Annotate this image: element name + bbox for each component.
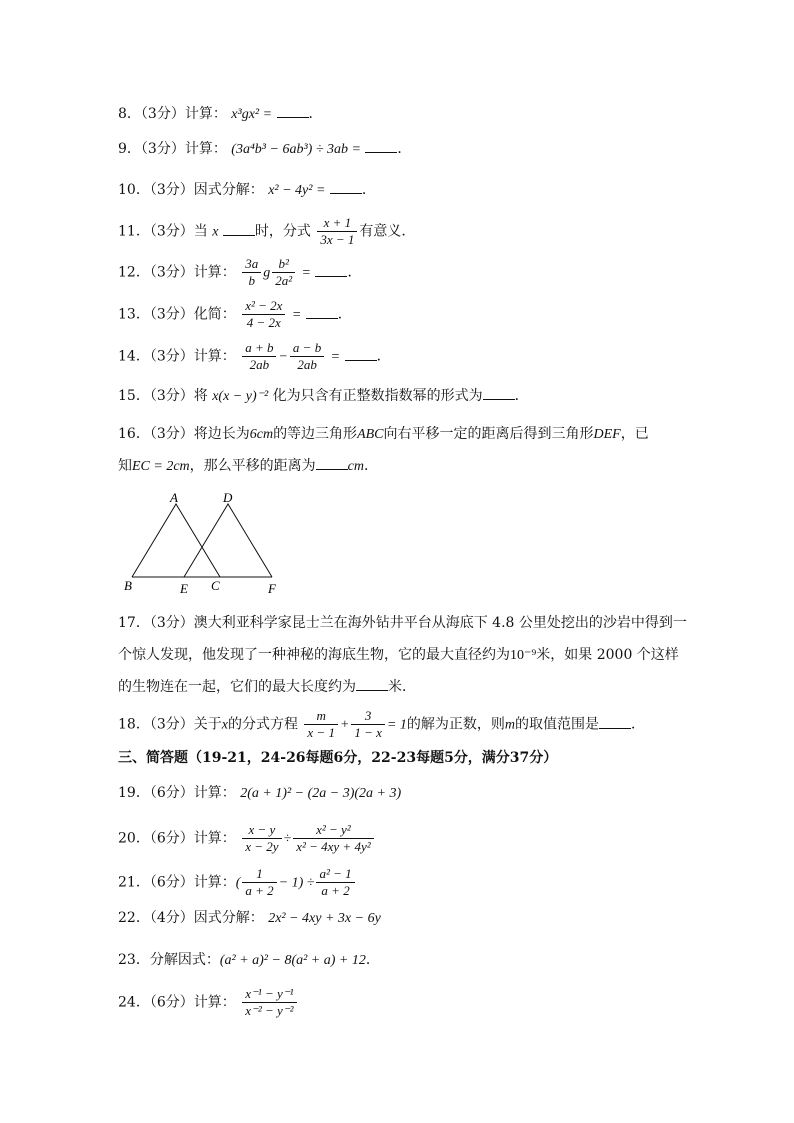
label-d: D bbox=[223, 490, 233, 505]
operator: ÷ bbox=[283, 831, 292, 847]
question-19-label: 19．（6分）计算： bbox=[118, 785, 236, 801]
question-8-expression: x³gx² = bbox=[231, 107, 273, 122]
text: 的分式方程 bbox=[227, 716, 298, 733]
fraction bbox=[351, 708, 385, 741]
answer-blank[interactable] bbox=[356, 678, 388, 691]
text: ，那么平移的距离为 bbox=[189, 458, 316, 474]
text: ，已 bbox=[620, 426, 649, 442]
label-b: B bbox=[124, 578, 132, 593]
denominator: a + 2 bbox=[245, 883, 274, 898]
period: ． bbox=[364, 458, 378, 474]
length: 6cm bbox=[249, 427, 274, 442]
question-19-expression: 2(a + 1)² − (2a − 3)(2a + 3) bbox=[240, 786, 402, 801]
triangle-translation-figure bbox=[118, 486, 288, 598]
question-14 bbox=[118, 340, 391, 373]
ec-length: EC = 2cm bbox=[132, 459, 190, 474]
triangle-abc: ABC bbox=[357, 427, 384, 442]
answer-blank[interactable] bbox=[483, 387, 515, 400]
question-8-label: 8．（3分）计算： bbox=[118, 106, 227, 122]
denominator: 2ab bbox=[249, 357, 270, 372]
denominator: 1 − x bbox=[354, 725, 382, 740]
answer-blank[interactable] bbox=[306, 306, 338, 319]
answer-blank[interactable] bbox=[345, 348, 377, 361]
text: 知 bbox=[118, 458, 132, 474]
question-10-label: 10．（3分）因式分解： bbox=[118, 182, 264, 198]
question-16-line-1 bbox=[118, 424, 649, 445]
period: ． bbox=[514, 388, 529, 404]
period: ． bbox=[347, 264, 362, 281]
question-10 bbox=[118, 180, 376, 201]
denominator: a + 2 bbox=[321, 883, 350, 898]
variable-m: m bbox=[504, 717, 516, 733]
numerator: x² − y² bbox=[293, 822, 373, 839]
question-20-label: 20．（6分）计算： bbox=[118, 830, 236, 847]
numerator: a² − 1 bbox=[316, 866, 354, 883]
paren: ( bbox=[235, 875, 241, 891]
numerator: x + 1 bbox=[317, 215, 357, 232]
question-22-expression: 2x² − 4xy + 3x − 6y bbox=[268, 911, 381, 926]
numerator: m bbox=[304, 708, 338, 725]
period: ． bbox=[397, 141, 412, 157]
fraction bbox=[304, 708, 338, 741]
question-21 bbox=[118, 866, 357, 899]
question-15 bbox=[118, 386, 529, 407]
period: ． bbox=[337, 306, 352, 323]
label-f: F bbox=[268, 581, 276, 596]
denominator: b bbox=[248, 273, 255, 288]
question-11-label: 11．（3分）当 bbox=[118, 223, 208, 240]
numerator: x² − 2x bbox=[242, 298, 285, 315]
period: ． bbox=[376, 348, 391, 365]
operator: − 1) ÷ bbox=[278, 875, 315, 891]
question-12 bbox=[118, 256, 361, 289]
text: 个惊人发现，他发现了一种神秘的海底生物，它的最大直径约为 bbox=[118, 647, 510, 663]
question-21-label: 21．（6分）计算： bbox=[118, 874, 236, 891]
denominator: 3x − 1 bbox=[320, 232, 355, 247]
question-17-label: 17．（3分）澳大利亚科学家昆士兰在海外钻井平台从海底下 4.8 公里处挖出的沙岩中得到一 bbox=[118, 615, 687, 631]
numerator: a − b bbox=[290, 340, 324, 357]
denominator: x − 2y bbox=[245, 839, 279, 854]
section-3-heading: 三、简答题（19-21，24-26每题6分，22-23每题5分，满分37分） bbox=[118, 750, 558, 766]
period: ． bbox=[631, 716, 646, 733]
fraction bbox=[242, 298, 285, 331]
answer-blank[interactable] bbox=[277, 105, 309, 118]
question-11 bbox=[118, 215, 415, 248]
question-8 bbox=[118, 104, 323, 125]
equals: = bbox=[291, 307, 302, 323]
question-23 bbox=[118, 950, 380, 971]
question-13-label: 13．（3分）化简： bbox=[118, 306, 236, 323]
question-9-expression: (3a⁴b³ − 6ab³) ÷ 3ab = bbox=[231, 142, 361, 157]
equals: = 1 bbox=[386, 717, 407, 733]
question-17-line-2 bbox=[118, 645, 679, 666]
text: 向右平移一定的距离后得到三角形 bbox=[383, 426, 594, 442]
text: 时，分式 bbox=[254, 223, 311, 240]
unit: cm bbox=[347, 459, 364, 474]
question-20 bbox=[118, 822, 376, 855]
question-16-line-2 bbox=[118, 456, 378, 477]
text: 的等边三角形 bbox=[273, 426, 358, 442]
label-c: C bbox=[211, 578, 220, 593]
question-22-label: 22．（4分）因式分解： bbox=[118, 910, 264, 926]
fraction bbox=[242, 256, 261, 289]
fraction bbox=[242, 866, 276, 899]
answer-blank[interactable] bbox=[365, 140, 397, 153]
period: ． bbox=[365, 952, 380, 968]
denominator: x − 1 bbox=[307, 725, 335, 740]
operator: + bbox=[339, 717, 350, 733]
answer-blank[interactable] bbox=[316, 457, 348, 470]
operator: g bbox=[263, 265, 271, 281]
fraction bbox=[293, 822, 373, 855]
variable: x bbox=[212, 224, 219, 240]
denominator: x⁻² − y⁻² bbox=[245, 1003, 294, 1018]
question-16-label: 16．（3分）将边长为 bbox=[118, 426, 250, 442]
period: ． bbox=[361, 182, 376, 198]
denominator: 2ab bbox=[297, 357, 317, 372]
fraction bbox=[242, 986, 296, 1019]
equals: = bbox=[301, 265, 311, 281]
question-24 bbox=[118, 986, 299, 1019]
question-22 bbox=[118, 908, 381, 929]
answer-blank[interactable] bbox=[599, 716, 631, 729]
operator: − bbox=[278, 349, 288, 365]
question-19 bbox=[118, 783, 401, 804]
question-10-expression: x² − 4y² = bbox=[268, 183, 326, 198]
numerator: x⁻¹ − y⁻¹ bbox=[242, 986, 296, 1003]
fraction bbox=[242, 822, 281, 855]
text: 米． bbox=[388, 679, 416, 695]
triangle-def: DEF bbox=[593, 427, 621, 442]
fraction bbox=[290, 340, 324, 373]
text: 的解为正数，则 bbox=[406, 716, 505, 733]
fraction bbox=[316, 866, 354, 899]
variable: x bbox=[221, 717, 228, 733]
question-15-expression: x(x − y)⁻² bbox=[212, 389, 269, 404]
question-14-label: 14．（3分）计算： bbox=[118, 348, 236, 365]
label-e: E bbox=[180, 581, 188, 596]
question-9-label: 9．（3分）计算： bbox=[118, 141, 227, 157]
question-17-line-3 bbox=[118, 677, 416, 697]
text: 的生物连在一起，它们的最大长度约为 bbox=[118, 679, 356, 695]
question-13 bbox=[118, 298, 352, 331]
question-15-label: 15．（3分）将 bbox=[118, 388, 208, 404]
numerator: x − y bbox=[242, 822, 281, 839]
numerator: b² bbox=[272, 256, 295, 273]
equals: = bbox=[330, 349, 341, 365]
text: 的取值范围是 bbox=[515, 716, 600, 733]
text: 化为只含有正整数指数幂的形式为 bbox=[272, 388, 483, 404]
question-18-label: 18．（3分）关于 bbox=[118, 716, 222, 733]
text: 有意义． bbox=[359, 223, 416, 240]
power-of-ten: 10⁻⁹ bbox=[510, 648, 537, 663]
question-24-label: 24．（6分）计算： bbox=[118, 994, 236, 1011]
question-23-expression: (a² + a)² − 8(a² + a) + 12 bbox=[219, 953, 366, 968]
numerator: 3 bbox=[351, 708, 385, 725]
numerator: 1 bbox=[242, 866, 276, 883]
label-a: A bbox=[170, 490, 178, 505]
question-9 bbox=[118, 139, 411, 160]
question-17-line-1 bbox=[118, 613, 687, 633]
denominator: 4 − 2x bbox=[246, 315, 281, 330]
triangle-def-shape bbox=[184, 504, 272, 577]
fraction bbox=[317, 215, 357, 248]
denominator: 2a² bbox=[275, 273, 293, 288]
fraction bbox=[272, 256, 295, 289]
answer-blank[interactable] bbox=[315, 264, 347, 277]
text: 米，如果 2000 个这样 bbox=[536, 647, 679, 663]
fraction bbox=[242, 340, 276, 373]
question-18 bbox=[118, 708, 645, 741]
answer-blank[interactable] bbox=[223, 223, 255, 236]
triangle-abc-shape bbox=[132, 504, 220, 577]
answer-blank[interactable] bbox=[330, 181, 362, 194]
numerator: a + b bbox=[242, 340, 276, 357]
period: ． bbox=[308, 106, 323, 122]
numerator: 3a bbox=[242, 256, 261, 273]
question-12-label: 12．（3分）计算： bbox=[118, 264, 236, 281]
denominator: x² − 4xy + 4y² bbox=[296, 839, 371, 854]
question-23-label: 23．分解因式： bbox=[118, 952, 220, 968]
